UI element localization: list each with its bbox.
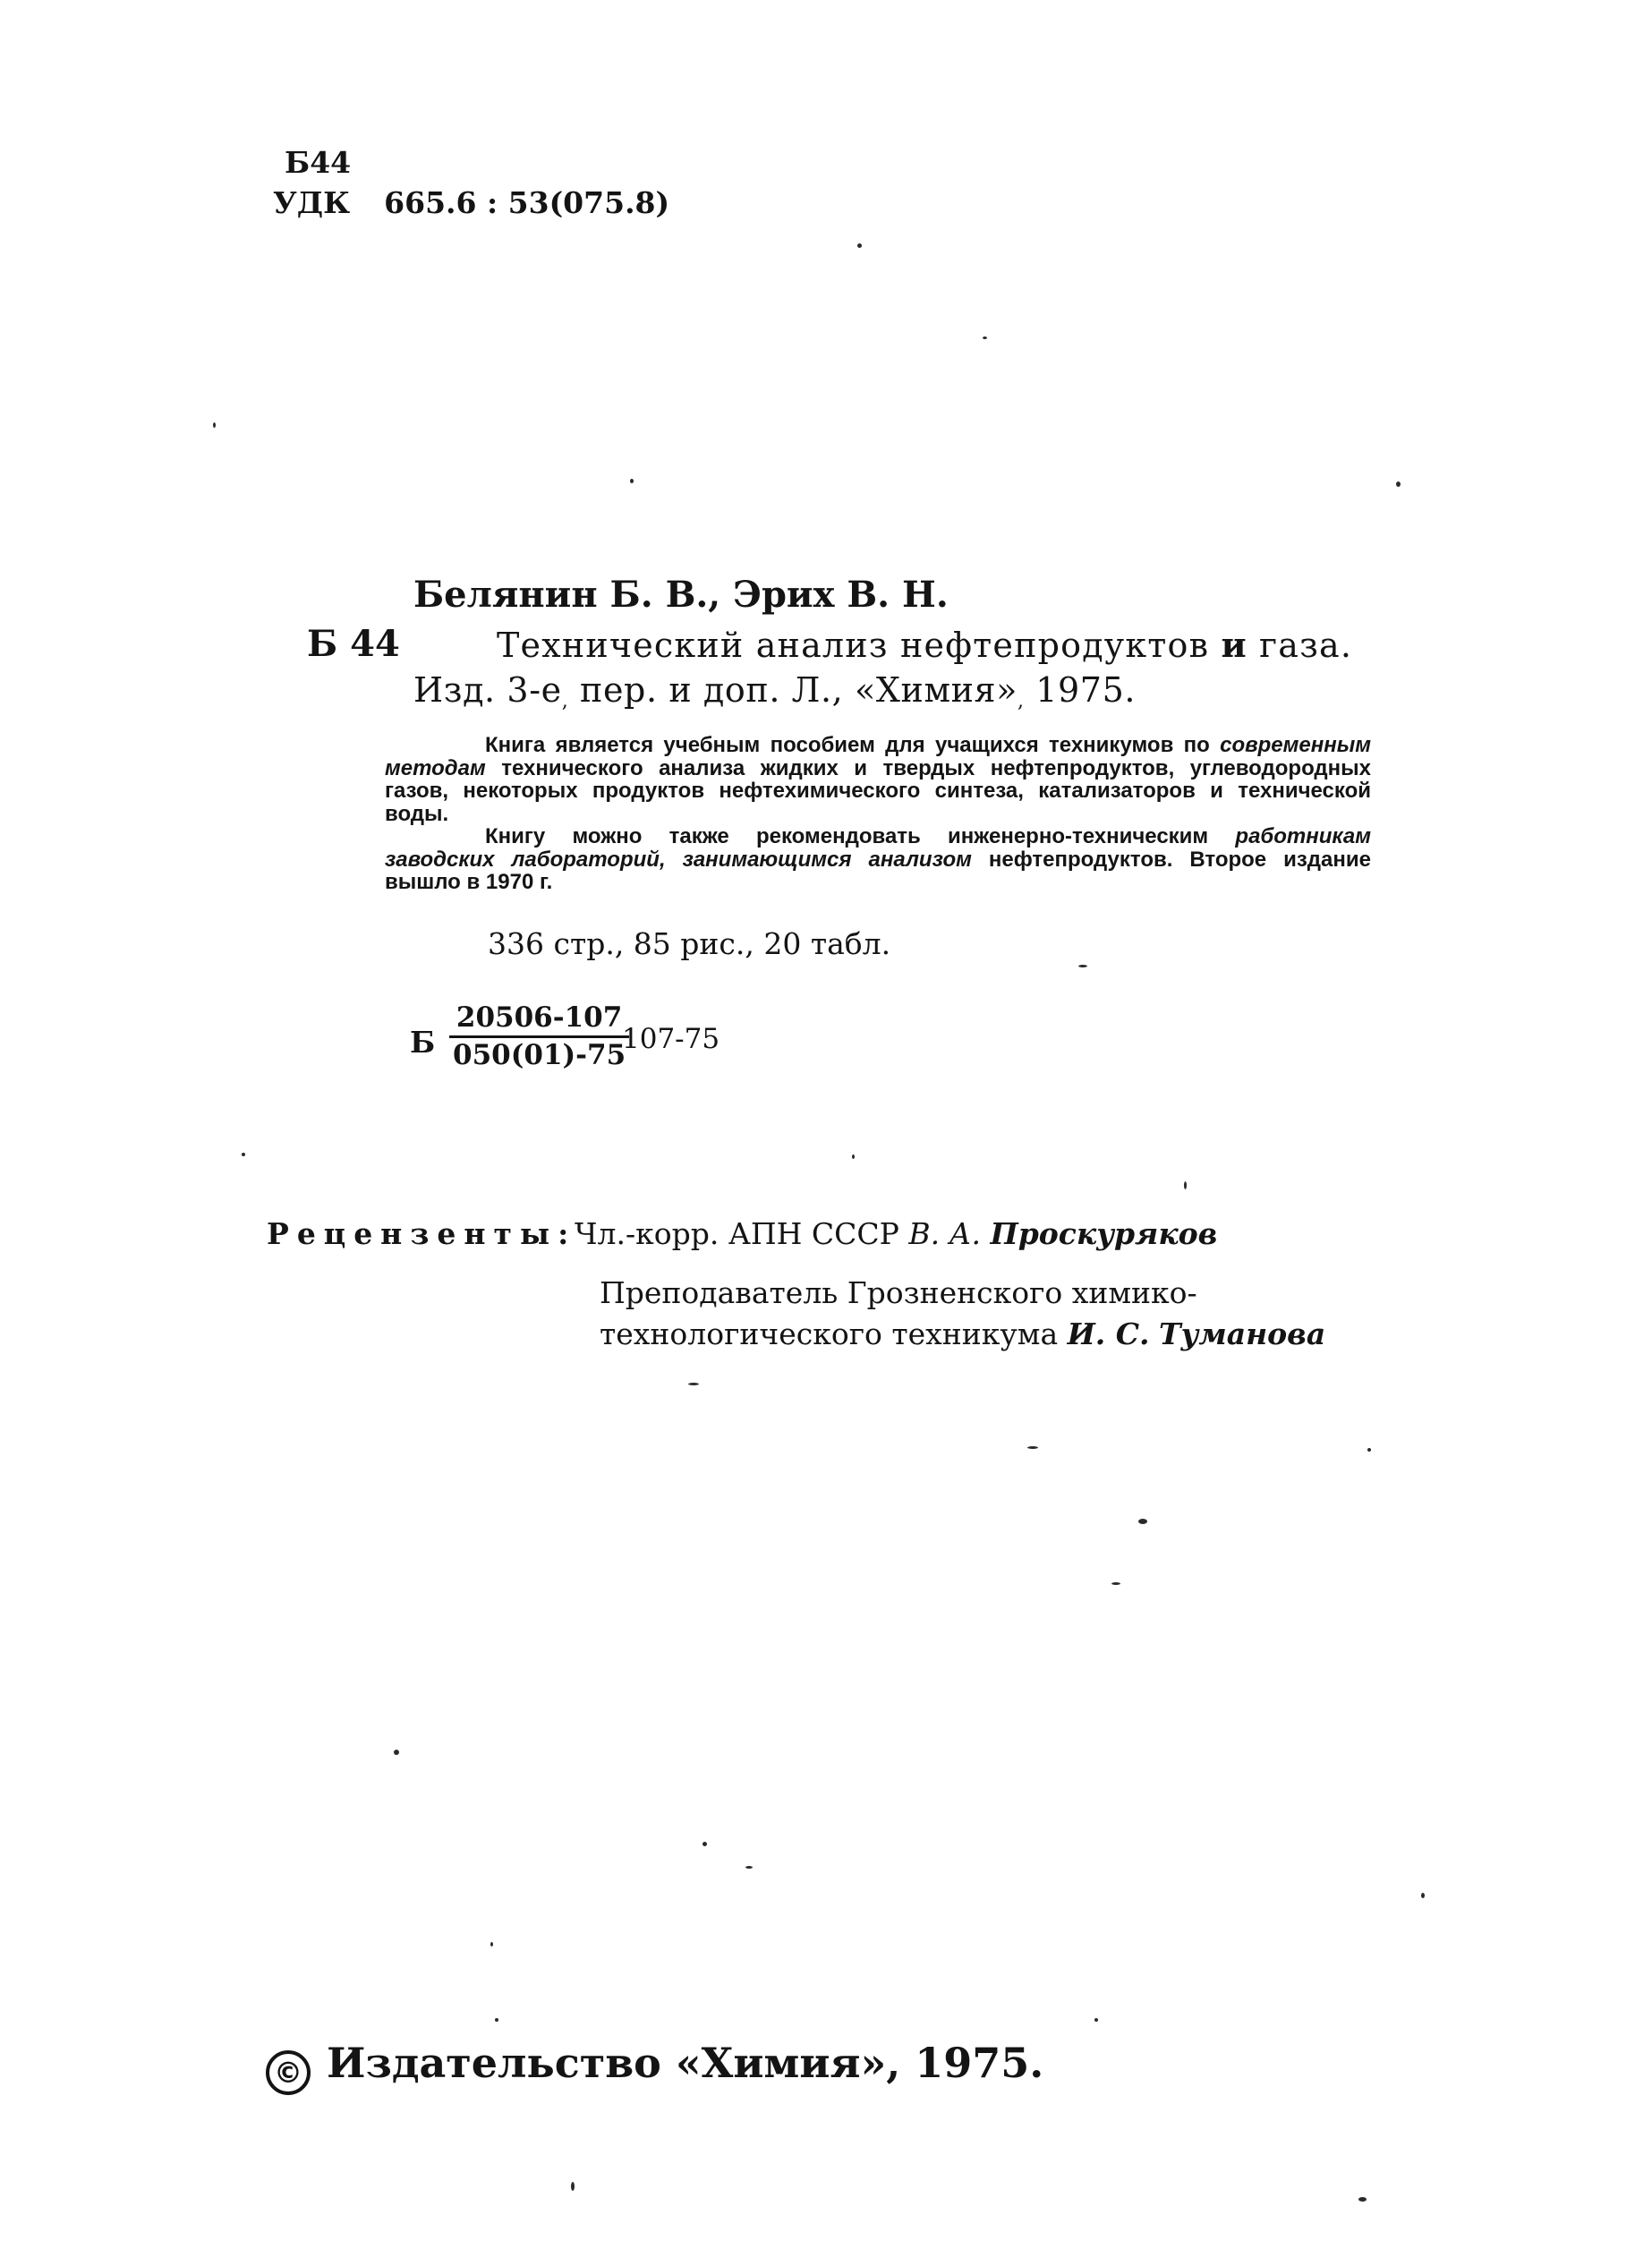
bib-code-denominator: 050(01)-75 [453, 1039, 626, 1071]
copyright-text: Издательство «Химия», 1975. [327, 2039, 1044, 2087]
book-title [497, 625, 1353, 665]
scan-speck [703, 1842, 707, 1846]
reviewer-2 [600, 1273, 1325, 1355]
edition-info [413, 670, 1137, 712]
reviewers-label: Рецензенты: [267, 1216, 577, 1251]
library-index: Б44 [285, 145, 352, 180]
scan-speck [857, 243, 862, 248]
bib-code-letter: Б [410, 1025, 436, 1060]
reviewer-1 [575, 1216, 1218, 1251]
reviewer-2-line-1: Преподаватель Грозненского химико- [600, 1275, 1197, 1310]
edition-year: 1975. [1035, 670, 1137, 710]
udk-code: 665.6 : 53(075.8) [384, 185, 670, 220]
annotation-p1-emphasis: современным методам [385, 733, 1371, 780]
scan-speck [1078, 965, 1087, 967]
reviewer-2-surname: Туманова [1159, 1316, 1326, 1351]
reviewer-2-initials: И. С. [1067, 1316, 1150, 1351]
scan-speck [1421, 1893, 1425, 1898]
copyright-icon: © [266, 2050, 311, 2095]
scan-speck [213, 422, 216, 428]
scan-speck [495, 2018, 498, 2022]
scan-speck [394, 1750, 399, 1755]
scan-speck [983, 336, 987, 339]
scan-speck [1358, 2197, 1367, 2202]
scan-speck [490, 1942, 493, 1947]
book-index-code: Б 44 [307, 623, 400, 665]
annotation-paragraph-2 [385, 825, 1371, 894]
scan-speck [1184, 1181, 1187, 1189]
scan-speck [1396, 481, 1401, 487]
bib-code-numerator: 20506-107 [449, 1004, 629, 1038]
scan-speck [1367, 1448, 1371, 1452]
annotation-p1-text-b: технического анализа жидких и твердых нефтепродуктов, углеводородных газов, некоторых продуктов нефтехимического синтеза, катализаторов и технической воды. [385, 755, 1371, 826]
edition-number: Изд. 3-е [413, 670, 562, 710]
edition-publisher: пер. и доп. Л., «Химия» [580, 670, 1018, 710]
scan-speck [852, 1154, 855, 1159]
bib-code-suffix: 107-75 [622, 1023, 720, 1055]
pages-info: 336 стр., 85 рис., 20 табл. [488, 926, 891, 961]
scan-speck [1111, 1582, 1120, 1585]
annotation-p1-text-a: Книга является учебным пособием для учащихся техникумов по [485, 733, 1221, 757]
bib-code-fraction [449, 1001, 629, 1071]
reviewer-1-initials: В. А. [908, 1216, 982, 1251]
scan-speck [571, 2182, 575, 2191]
reviewer-1-surname: Проскуряков [990, 1216, 1218, 1251]
scan-speck [1094, 2018, 1098, 2022]
annotation-paragraph-1 [385, 734, 1371, 825]
edition-comma-2: , [1017, 690, 1025, 712]
annotation-p2-emphasis: работникам заводских лабораторий, занимающимся анализом [385, 824, 1371, 872]
annotation [385, 734, 1371, 894]
reviewer-2-institution: технологического техникума [600, 1316, 1059, 1351]
udk-label: УДК [273, 185, 351, 220]
title-main: Технический анализ нефтепродуктов [497, 626, 1210, 665]
scan-speck [1138, 1519, 1147, 1524]
scan-speck [1027, 1446, 1038, 1449]
udk-line [273, 185, 670, 220]
scan-speck [688, 1383, 699, 1385]
scan-speck [745, 1866, 753, 1869]
edition-comma-1: , [561, 690, 569, 712]
title-and: и [1221, 625, 1248, 665]
scan-speck [242, 1153, 245, 1156]
title-end: газа. [1259, 626, 1353, 665]
book-authors: Белянин Б. В., Эрих В. Н. [413, 574, 949, 616]
scan-speck [630, 479, 634, 483]
annotation-p2-text-a: Книгу можно также рекомендовать инженерно-техническим [485, 824, 1236, 848]
reviewer-1-position: Чл.-корр. АПН СССР [575, 1216, 899, 1251]
annotation-p2-text-b: нефтепродуктов. Второе издание вышло в 1970 г. [385, 847, 1371, 894]
copyright-line [266, 2039, 1044, 2095]
reviewer-2-line-2 [600, 1314, 1325, 1355]
